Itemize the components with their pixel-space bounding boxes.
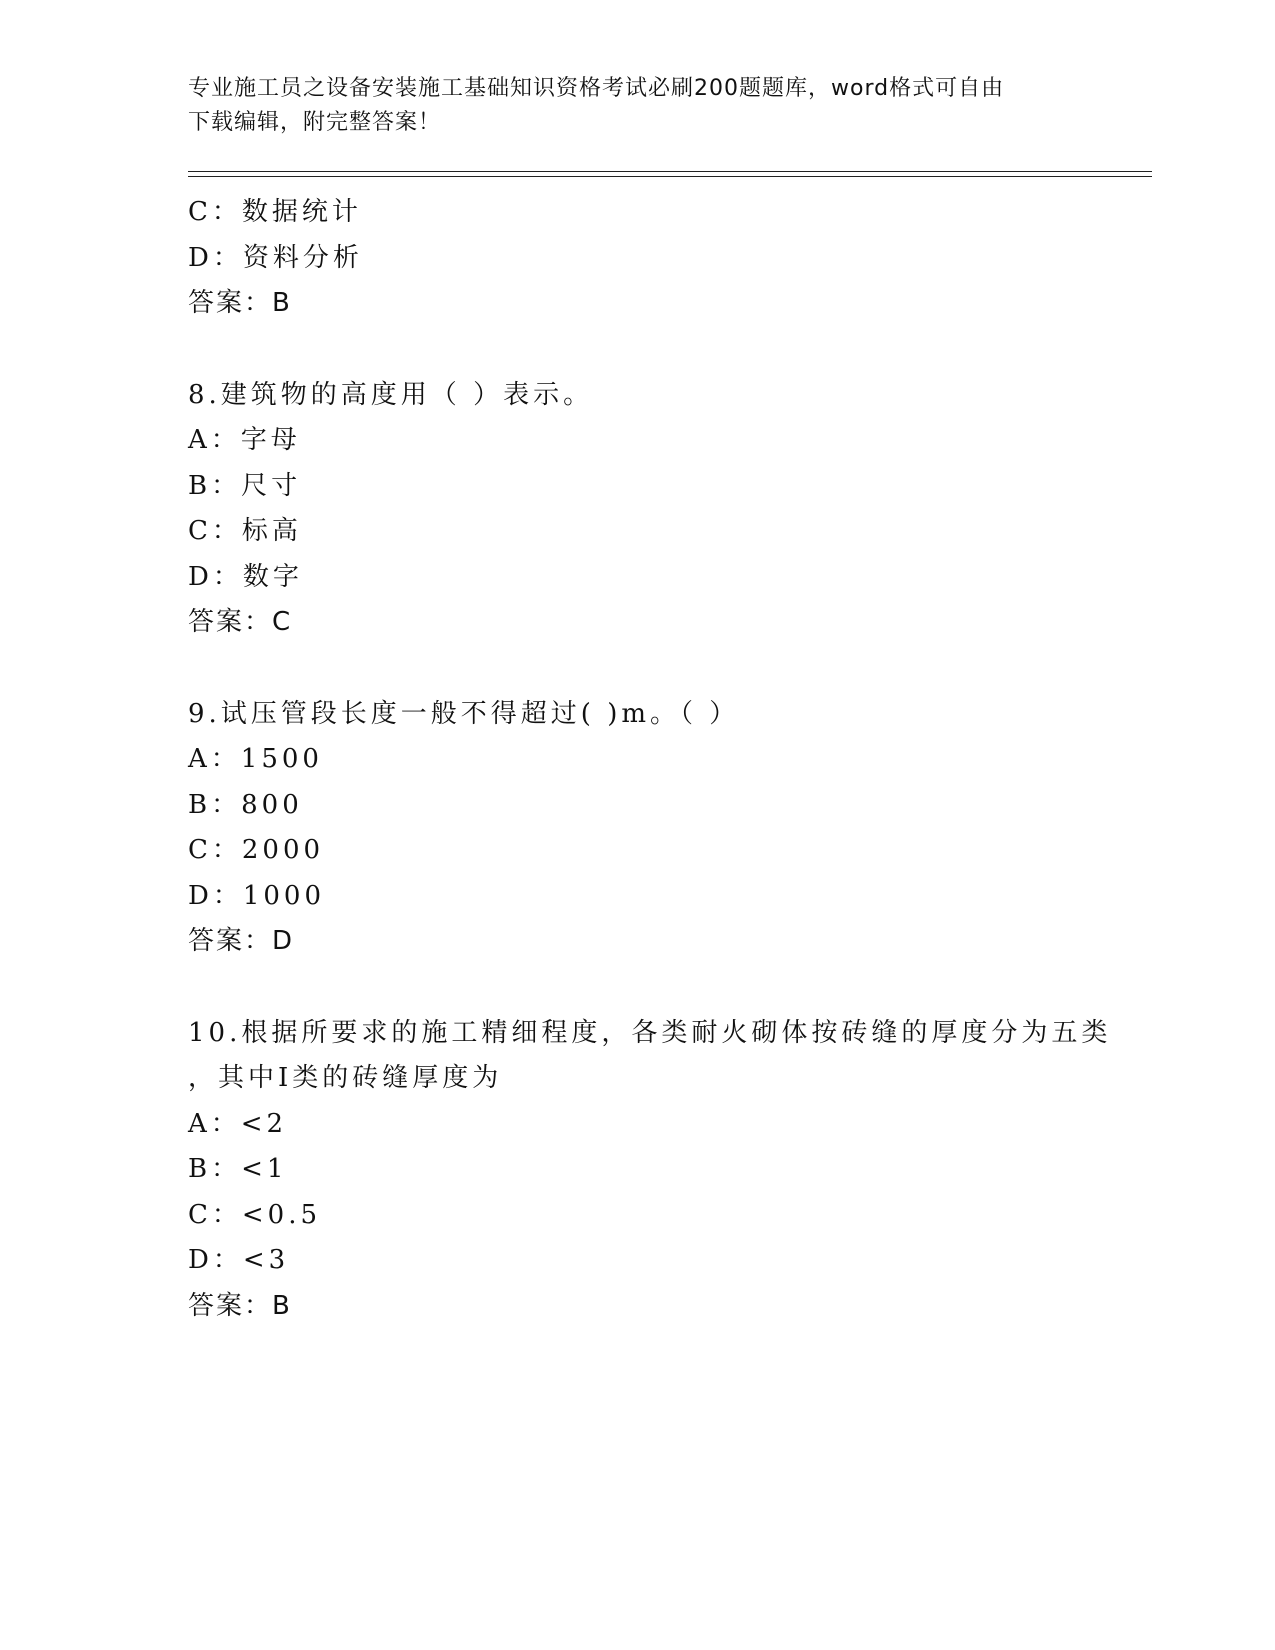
- question-stem: 9.试压管段长度一般不得超过( )m。（ ）: [188, 698, 740, 729]
- option-d: D：资料分析: [188, 242, 363, 273]
- option-d: D：1000: [188, 880, 326, 911]
- option-a: A：字母: [188, 425, 301, 455]
- spacer: [188, 327, 1088, 373]
- question-8: [188, 373, 1088, 646]
- header-rule-bottom: [188, 176, 1152, 177]
- header-line-1: 专业施工员之设备安装施工基础知识资格考试必刷200题题库，word格式可自由: [188, 76, 1005, 101]
- answer: 答案：C: [188, 607, 293, 637]
- question-10: [188, 1011, 1112, 1330]
- option-c: C：标高: [188, 516, 302, 546]
- option-d: D：<3: [188, 1245, 290, 1275]
- header-rule-top: [188, 171, 1152, 172]
- option-b: B：800: [188, 789, 303, 820]
- option-b: B：<1: [188, 1154, 288, 1184]
- question-stem-line-2: ，其中Ⅰ类的砖缝厚度为: [188, 1063, 503, 1093]
- option-a: A：<2: [188, 1108, 288, 1139]
- answer: 答案：D: [188, 926, 295, 956]
- document-header: [188, 72, 1068, 140]
- answer: 答案：B: [188, 288, 292, 318]
- option-d: D：数字: [188, 561, 303, 592]
- option-c: C：<0.5: [188, 1199, 322, 1230]
- spacer: [188, 965, 1088, 1011]
- question-9: [188, 692, 1088, 965]
- header-line-2: 下载编辑，附完整答案！: [188, 110, 442, 135]
- question-7-tail: [188, 190, 1088, 327]
- question-stem: 8.建筑物的高度用（ ）表示。: [188, 379, 594, 410]
- option-c: C：数据统计: [188, 197, 362, 227]
- option-b: B：尺寸: [188, 470, 302, 501]
- option-a: A：1500: [188, 744, 323, 774]
- spacer: [188, 646, 1088, 692]
- question-list: [188, 190, 1112, 1329]
- option-c: C：2000: [188, 835, 325, 865]
- answer: 答案：B: [188, 1290, 292, 1321]
- question-stem-line-1: 10.根据所要求的施工精细程度，各类耐火砌体按砖缝的厚度分为五类: [188, 1017, 1112, 1048]
